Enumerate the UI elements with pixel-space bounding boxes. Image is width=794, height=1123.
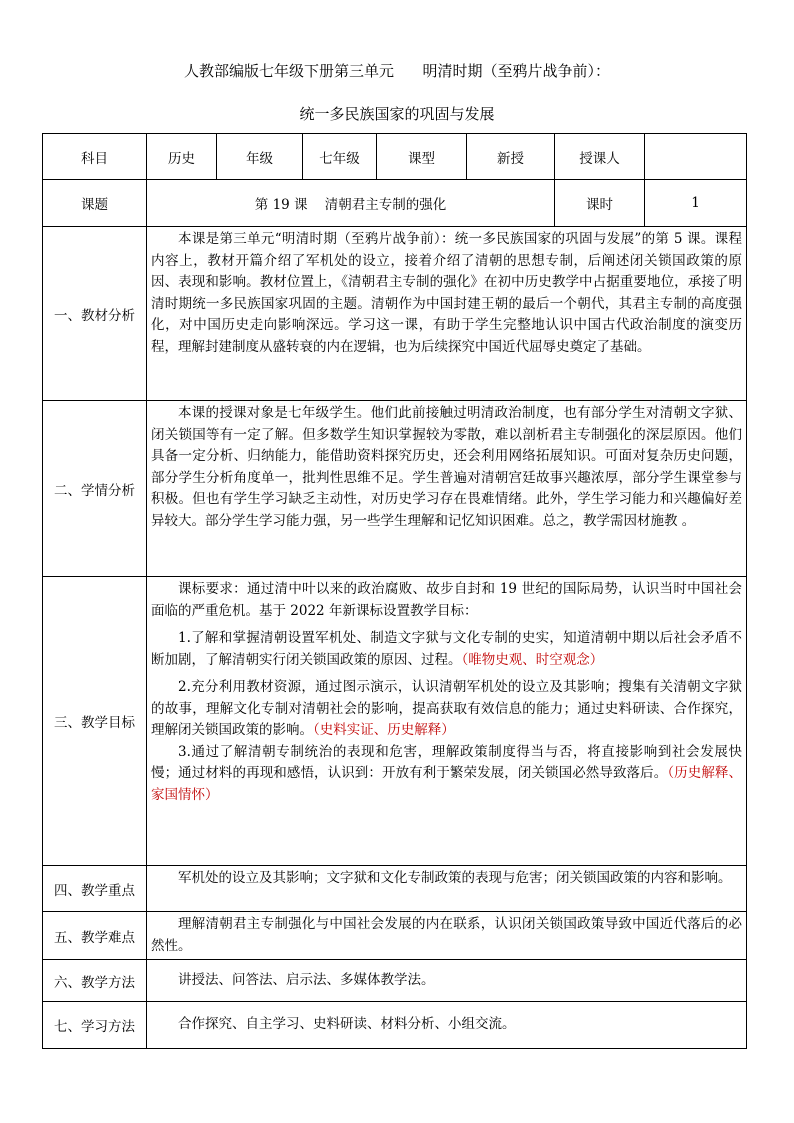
student-analysis-text: 本课的授课对象是七年级学生。他们此前接触过明清政治制度，也有部分学生对清朝文字狱、闭关锁国等有一定了解。但多数学生知识掌握较为零散，难以剖析君主专制强化的深层原因。他们具备一定分析、归纳能力，能借助资料探究历史，还会利用网络拓展知识。可面对复杂历史问题，部分学生分析角度单一，批判性思维不足。学生普遍对清朝宫廷故事兴趣浓厚，部分学生课堂参与积极。但也有学生学习缺乏主动性，对历史学习存在畏难情绪。此外，学生学习能力和兴趣偏好差异较大。部分学生学习能力强，另一些学生理解和记忆知识困难。总之，教学需因材施教 。	[151, 405, 742, 529]
topic-value: 第 19 课 清朝君主专制的强化	[147, 180, 555, 227]
hours-value: 1	[645, 180, 747, 227]
difficulties-row	[43, 912, 747, 960]
difficulties-content	[147, 912, 747, 960]
teaching-methods-content	[147, 960, 747, 1002]
learning-methods-content	[147, 1002, 747, 1049]
goals-intro: 课标要求：通过清中叶以来的政治腐败、故步自封和 19 世纪的国际局势，认识当时中国社会面临的严重危机。基于 2022 年新课标设置教学目标：	[151, 581, 742, 619]
goal-3	[151, 742, 742, 807]
teaching-methods-row	[43, 960, 747, 1002]
textbook-analysis-content	[147, 227, 747, 401]
teaching-goals-label: 三、教学目标	[43, 577, 147, 866]
subject-label: 科目	[43, 134, 147, 180]
teaching-goals-content	[147, 577, 747, 866]
goal-2	[151, 677, 742, 742]
grade-label: 年级	[217, 134, 303, 180]
teacher-value	[645, 134, 747, 180]
hours-label: 课时	[555, 180, 645, 227]
student-analysis-label: 二、学情分析	[43, 401, 147, 577]
key-points-label: 四、教学重点	[43, 866, 147, 912]
textbook-analysis-text: 本课是第三单元“明清时期（至鸦片战争前）：统一多民族国家的巩固与发展”的第 5 课。课程内容上，教材开篇介绍了军机处的设立，接着介绍了清朝的思想专制，后阐述闭关锁国政策的原因、表现和影响。教材位置上，《清朝君主专制的强化》在初中历史教学中占据重要地位，承接了明清时期统一多民族国家巩固的主题。清朝作为中国封建王朝的最后一个朝代，其君主专制的高度强化，对中国历史走向影响深远。学习这一课，有助于学生完整地认识中国古代政治制度的演变历程，理解封建制度从盛转衰的内在逻辑，也为后续探究中国近代屈辱史奠定了基础。	[151, 231, 742, 355]
lesson-plan-table	[42, 133, 747, 1049]
document-title-line2: 统一多民族国家的巩固与发展	[299, 105, 495, 123]
goal-3-text: 3.通过了解清朝专制统治的表现和危害，理解政策制度得当与否，将直接影响到社会发展快慢；通过材料的再现和感悟，认识到：开放有利于繁荣发展，闭关锁国必然导致落后。	[151, 743, 742, 781]
document-title-line1: 人教部编版七年级下册第三单元 明清时期（至鸦片战争前）：	[183, 62, 611, 80]
learning-methods-row	[43, 1002, 747, 1049]
info-row	[43, 134, 747, 180]
teaching-methods-label: 六、教学方法	[43, 960, 147, 1002]
goal-3-competency: （历史解释、家国情怀）	[151, 765, 743, 803]
textbook-analysis-label: 一、教材分析	[43, 227, 147, 401]
grade-value: 七年级	[303, 134, 377, 180]
teacher-label: 授课人	[555, 134, 645, 180]
key-points-text: 军机处的设立及其影响；文字狱和文化专制政策的表现与危害；闭关锁国政策的内容和影响。	[178, 870, 732, 886]
goal-1-competency: （唯物史观、时空观念）	[461, 651, 604, 668]
student-analysis-content	[147, 401, 747, 577]
key-points-content	[147, 866, 747, 912]
student-analysis-row	[43, 401, 747, 577]
key-points-row	[43, 866, 747, 912]
learning-methods-text: 合作探究、自主学习、史料研读、材料分析、小组交流。	[178, 1016, 516, 1033]
goal-2-text: 2.充分利用教材资源，通过图示演示，认识清朝军机处的设立及其影响；搜集有关清朝文字狱的故事，理解文化专制对清朝社会的影响，提高获取有效信息的能力；通过史料研读、合作探究，理解闭关锁国政策的影响。	[151, 679, 742, 738]
difficulties-label: 五、教学难点	[43, 912, 147, 960]
difficulties-text: 理解清朝君主专制强化与中国社会发展的内在联系，认识闭关锁国政策导致中国近代落后的必然性。	[151, 916, 742, 954]
goal-1-text: 1.了解和掌握清朝设置军机处、制造文字狱与文化专制的史实，知道清朝中期以后社会矛盾不断加剧，了解清朝实行闭关锁国政策的原因、过程。	[151, 630, 742, 668]
teaching-methods-text: 讲授法、问答法、启示法、多媒体教学法。	[178, 971, 435, 988]
type-value: 新授	[467, 134, 555, 180]
subject-value: 历史	[147, 134, 217, 180]
goal-2-competency: （史料实证、历史解释）	[313, 722, 455, 738]
textbook-analysis-row	[43, 227, 747, 401]
goal-1	[151, 628, 742, 671]
topic-row	[43, 180, 747, 227]
learning-methods-label: 七、学习方法	[43, 1002, 147, 1049]
teaching-goals-row	[43, 577, 747, 866]
type-label: 课型	[377, 134, 467, 180]
topic-label: 课题	[43, 180, 147, 227]
